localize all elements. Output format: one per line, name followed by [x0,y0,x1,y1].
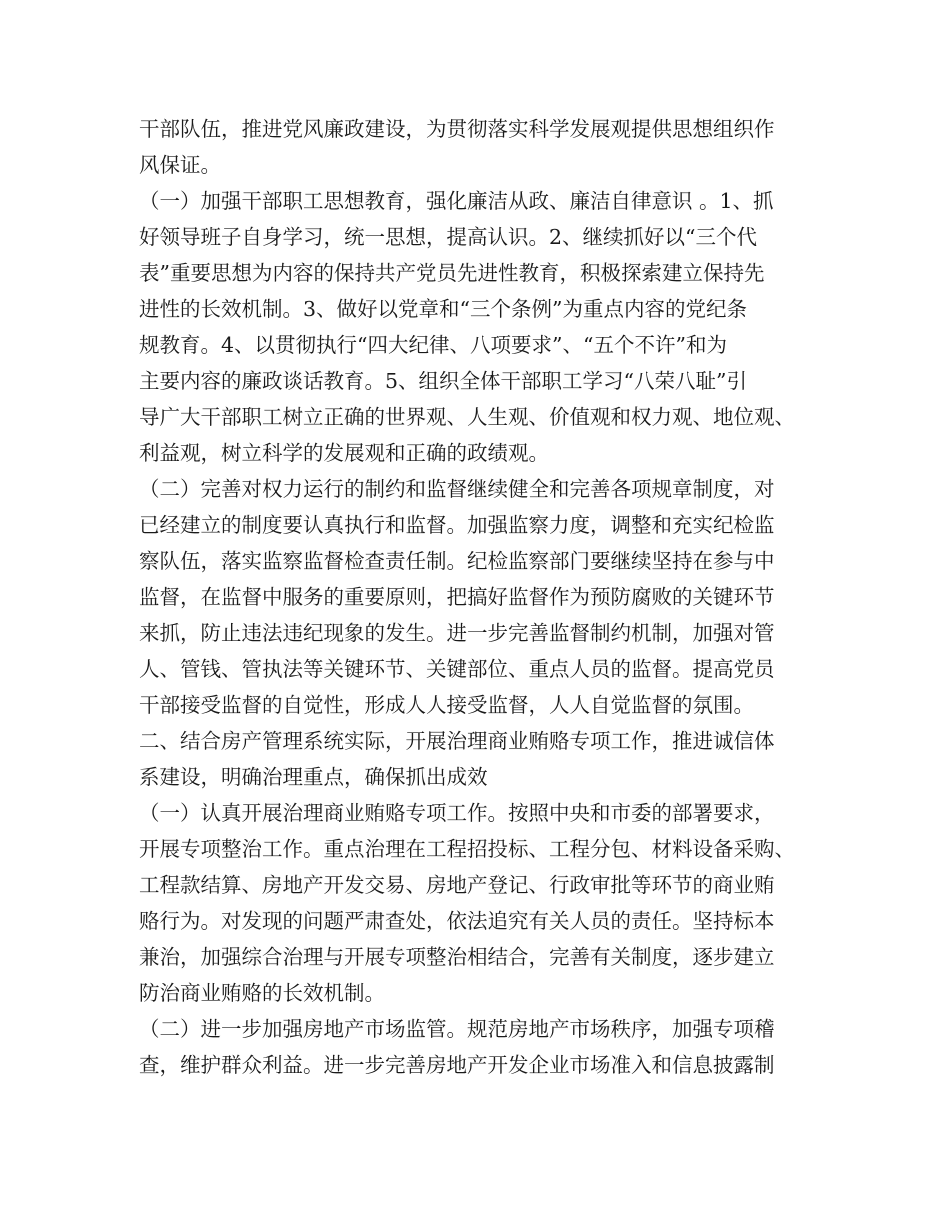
text-line: 表”重要思想为内容的保持共产党员先进性教育，积极探索建立保持先 [139,261,765,285]
text-line: 已经建立的制度要认真执行和监督。加强监察力度，调整和充实纪检监 [139,513,775,537]
text-line: 好领导班子自身学习，统一思想，提高认识。2、继续抓好以“三个代 [139,225,758,249]
text-line: 兼治，加强综合治理与开展专项整治相结合，完善有关制度，逐步建立 [139,945,775,969]
text-line: 查，维护群众利益。进一步完善房地产开发企业市场准入和信息披露制 [139,1053,775,1077]
text-line: 系建设，明确治理重点，确保抓出成效 [139,765,488,789]
text-line: 工程款结算、房地产开发交易、房地产登记、行政审批等环节的商业贿 [139,873,775,897]
text-line: 防治商业贿赂的长效机制。 [139,981,385,1005]
text-line: 利益观，树立科学的发展观和正确的政绩观。 [139,441,549,465]
text-line: 主要内容的廉政谈话教育。5、组织全体干部职工学习“八荣八耻”引 [139,369,748,393]
text-line: 人、管钱、管执法等关键环节、关键部位、重点人员的监督。提高党员 [139,657,775,681]
text-line: 赂行为。对发现的问题严肃查处，依法追究有关人员的责任。坚持标本 [139,909,775,933]
text-line: 干部队伍，推进党风廉政建设，为贯彻落实科学发展观提供思想组织作 [139,117,775,141]
text-line: 导广大干部职工树立正确的世界观、人生观、价值观和权力观、地位观、 [139,405,795,429]
text-line: （二）进一步加强房地产市场监管。规范房地产市场秩序，加强专项稽 [139,1017,775,1041]
text-line: （一）认真开展治理商业贿赂专项工作。按照中央和市委的部署要求， [139,801,775,825]
text-line: （二）完善对权力运行的制约和监督继续健全和完善各项规章制度，对 [139,477,775,501]
text-line: 开展专项整治工作。重点治理在工程招投标、工程分包、材料设备采购、 [139,837,795,861]
text-line: 规教育。4、以贯彻执行“四大纪律、八项要求”、“五个不许”和为 [139,333,727,357]
text-line: 风保证。 [139,153,221,177]
text-line: 来抓，防止违法违纪现象的发生。进一步完善监督制约机制，加强对管 [139,621,775,645]
text-line: 干部接受监督的自觉性，形成人人接受监督，人人自觉监督的氛围。 [139,693,754,717]
text-line: （一）加强干部职工思想教育，强化廉洁从政、廉洁自律意识 。1、抓 [139,189,774,213]
text-line: 监督，在监督中服务的重要原则，把搞好监督作为预防腐败的关键环节 [139,585,775,609]
text-line: 进性的长效机制。3、做好以党章和“三个条例”为重点内容的党纪条 [139,297,748,321]
text-line: 二、结合房产管理系统实际，开展治理商业贿赂专项工作，推进诚信体 [139,729,775,753]
text-line: 察队伍，落实监察监督检查责任制。纪检监察部门要继续坚持在参与中 [139,549,775,573]
